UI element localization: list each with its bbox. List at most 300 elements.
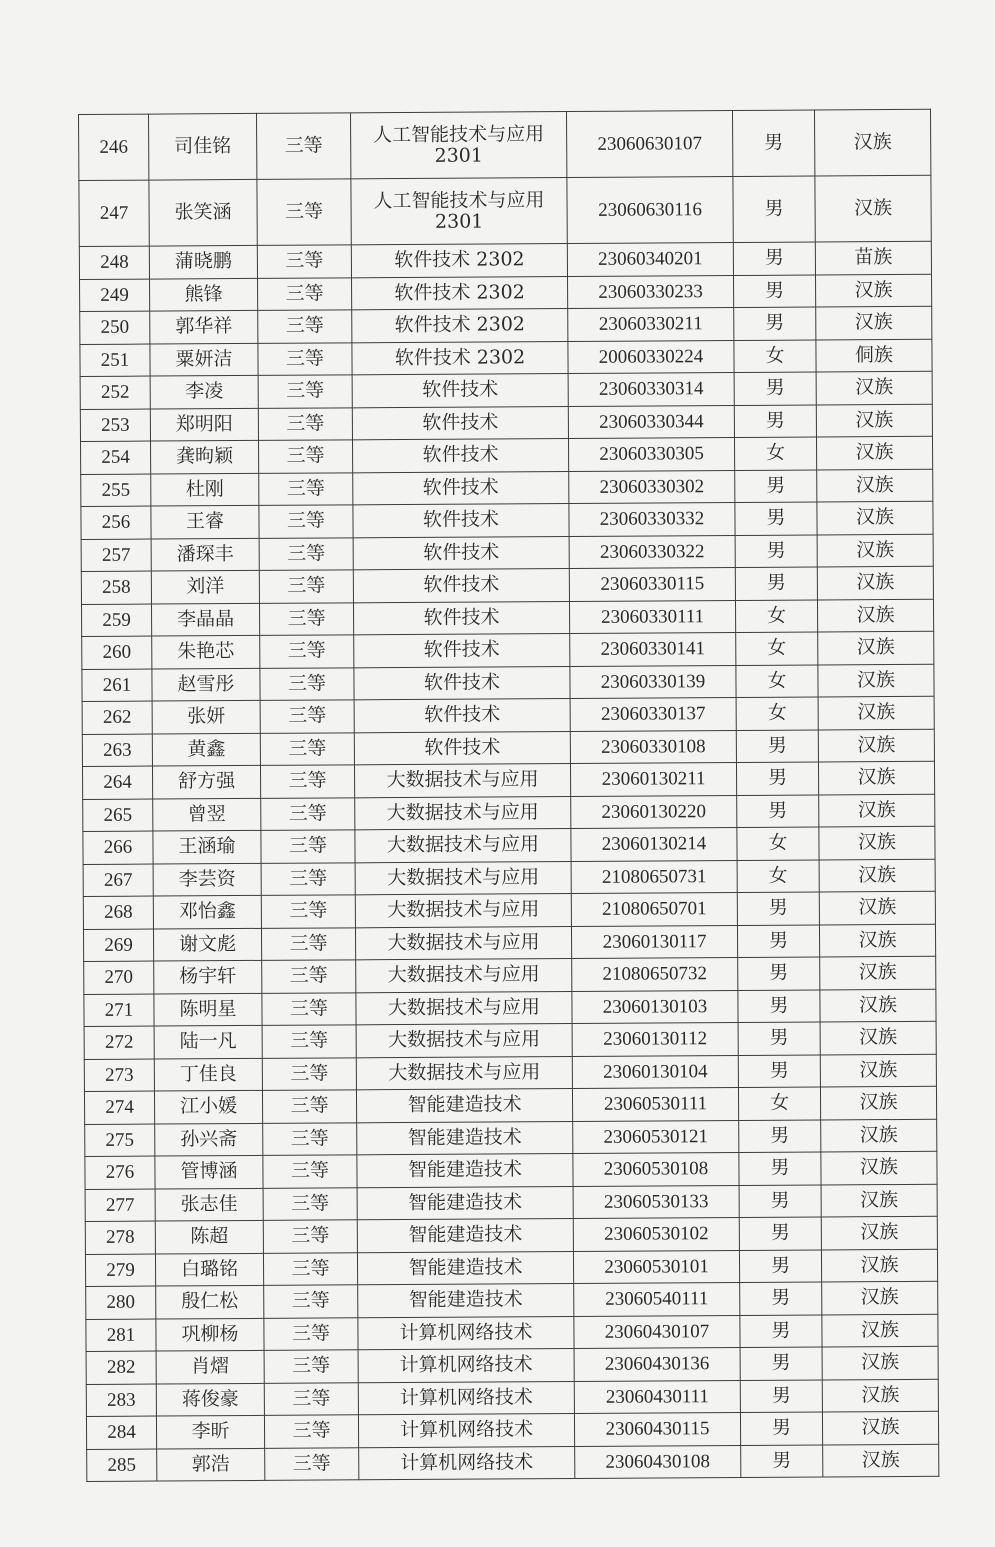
table-row [83,891,935,929]
gender-cell: 男 [738,1022,820,1055]
ethnicity-cell: 汉族 [817,501,933,534]
student-name-cell: 谢文彪 [153,928,261,961]
award-grade-cell: 三等 [256,113,350,180]
class-name-cell: 大数据技术与应用 [356,991,572,1025]
ethnicity-cell: 汉族 [816,306,932,339]
student-name-cell: 李芸资 [153,863,261,896]
student-name-cell: 黄鑫 [152,733,260,766]
class-name-cell: 软件技术 [353,601,569,635]
class-name-cell: 智能建造技术 [356,1088,572,1122]
student-id-cell: 21080650701 [571,892,737,926]
student-name-cell: 刘洋 [151,570,259,603]
award-grade-cell: 三等 [264,1285,358,1318]
student-id-cell: 21080650732 [572,957,738,991]
gender-cell: 男 [736,762,818,795]
class-name-cell: 软件技术 [354,666,570,700]
table-row [84,956,936,994]
ethnicity-cell: 汉族 [822,1281,938,1314]
class-name-cell: 软件技术 [352,374,568,408]
gender-cell: 男 [739,1184,821,1217]
student-id-cell: 23060330139 [570,665,736,699]
student-name-cell: 龚昫颖 [150,440,258,473]
row-number-cell: 255 [81,474,151,507]
row-number-cell: 284 [86,1416,156,1449]
row-number-cell: 280 [86,1286,156,1319]
ethnicity-cell: 汉族 [818,761,934,794]
student-name-cell: 陆一凡 [154,1025,262,1058]
class-name-cell: 大数据技术与应用 [356,1056,572,1090]
table-body [79,109,939,1481]
gender-cell: 男 [741,1444,823,1477]
award-grade-cell: 三等 [260,732,354,765]
table-row [87,1444,939,1482]
table-row [80,404,932,442]
student-id-cell: 23060130220 [571,795,737,829]
class-name-cell: 软件技术 [354,699,570,733]
ethnicity-cell: 汉族 [816,436,932,469]
gender-cell: 男 [740,1347,822,1380]
ethnicity-cell: 汉族 [816,404,932,437]
class-name-cell: 软件技术 [353,504,569,538]
table-row [81,566,933,604]
table-row [84,1021,936,1059]
ethnicity-cell: 汉族 [818,696,934,729]
row-number-cell: 261 [82,669,152,702]
award-grade-cell: 三等 [259,570,353,603]
student-name-cell: 郑明阳 [150,408,258,441]
class-name-cell: 大数据技术与应用 [354,764,570,798]
student-name-cell: 管博涵 [155,1155,263,1188]
award-grade-cell: 三等 [258,277,352,310]
table-row [80,306,932,344]
class-name-cell: 智能建造技术 [357,1186,573,1220]
row-number-cell: 275 [85,1124,155,1157]
student-id-cell: 23060130103 [572,990,738,1024]
ethnicity-cell: 汉族 [821,1216,937,1249]
table-row [84,1086,936,1124]
class-name-cell: 计算机网络技术 [358,1348,574,1382]
ethnicity-cell: 汉族 [821,1184,937,1217]
table-row [81,469,933,507]
row-number-cell: 259 [81,604,151,637]
ethnicity-cell: 汉族 [820,989,936,1022]
student-id-cell: 23060330322 [569,535,735,569]
gender-cell: 男 [735,469,817,502]
student-name-cell: 杨宇轩 [154,960,262,993]
gender-cell: 男 [734,372,816,405]
award-grade-cell: 三等 [260,765,354,798]
student-name-cell: 蒲晓鹏 [149,245,257,278]
award-grade-cell: 三等 [259,602,353,635]
gender-cell: 男 [740,1379,822,1412]
class-name-cell: 软件技术 [353,569,569,603]
table-row [79,241,931,279]
student-id-cell: 23060330332 [569,502,735,536]
award-grade-cell: 三等 [260,635,354,668]
award-grade-cell: 三等 [258,342,352,375]
table-row [85,1151,937,1189]
gender-cell: 男 [737,924,819,957]
gender-cell: 男 [735,567,817,600]
student-id-cell: 23060430107 [574,1315,740,1349]
table-row [84,989,936,1027]
student-id-cell: 23060330302 [569,470,735,504]
award-grade-cell: 三等 [261,797,355,830]
table-row [85,1119,937,1157]
award-grade-cell: 三等 [263,1220,357,1253]
student-id-cell: 23060430136 [574,1347,740,1381]
student-id-cell: 23060130211 [570,762,736,796]
table-row [79,175,931,246]
table-row [81,436,933,474]
award-grade-cell: 三等 [260,667,354,700]
row-number-cell: 277 [85,1189,155,1222]
ethnicity-cell: 汉族 [819,924,935,957]
table-row [80,371,932,409]
gender-cell: 男 [733,274,815,307]
award-grade-cell: 三等 [263,1122,357,1155]
ethnicity-cell: 汉族 [822,1411,938,1444]
gender-cell: 男 [734,307,816,340]
class-name-cell: 大数据技术与应用 [355,926,571,960]
student-id-cell: 23060530111 [572,1087,738,1121]
class-name-cell: 大数据技术与应用 [355,861,571,895]
class-name-cell: 人工智能技术与应用2301 [350,112,566,179]
student-name-cell: 张妍 [152,700,260,733]
class-name-cell: 大数据技术与应用 [355,894,571,928]
row-number-cell: 262 [82,701,152,734]
class-name-cell: 智能建造技术 [358,1283,574,1317]
student-name-cell: 王睿 [151,505,259,538]
class-name-cell: 计算机网络技术 [358,1316,574,1350]
student-name-cell: 陈明星 [154,993,262,1026]
award-grade-cell: 三等 [259,505,353,538]
row-number-cell: 260 [82,636,152,669]
table-row [86,1379,938,1417]
gender-cell: 男 [734,404,816,437]
row-number-cell: 256 [81,506,151,539]
row-number-cell: 251 [80,344,150,377]
ethnicity-cell: 汉族 [822,1379,938,1412]
class-name-cell: 大数据技术与应用 [355,829,571,863]
class-name-cell: 软件技术 2302 [352,309,568,343]
ethnicity-cell: 汉族 [822,1314,938,1347]
gender-cell: 男 [736,729,818,762]
ethnicity-cell: 汉族 [818,631,934,664]
table-row [85,1249,937,1287]
row-number-cell: 279 [85,1254,155,1287]
student-id-cell: 23060330344 [568,405,734,439]
class-name-cell: 智能建造技术 [357,1218,573,1252]
award-grade-cell: 三等 [261,927,355,960]
student-id-cell: 23060130117 [571,925,737,959]
student-name-cell: 巩柳杨 [156,1318,264,1351]
gender-cell: 男 [739,1217,821,1250]
gender-cell: 男 [740,1314,822,1347]
row-number-cell: 258 [81,571,151,604]
ethnicity-cell: 汉族 [819,859,935,892]
class-name-cell: 人工智能技术与应用2301 [351,178,567,245]
student-id-cell: 23060430108 [575,1445,741,1479]
class-name-cell: 计算机网络技术 [358,1413,574,1447]
table-row [86,1281,938,1319]
row-number-cell: 254 [81,441,151,474]
ethnicity-cell: 汉族 [815,175,931,242]
ethnicity-cell: 汉族 [817,469,933,502]
gender-cell: 女 [736,697,818,730]
gender-cell: 男 [733,242,815,275]
student-id-cell: 23060330141 [570,632,736,666]
award-grade-cell: 三等 [262,1025,356,1058]
class-name-cell: 软件技术 [352,406,568,440]
student-name-cell: 肖熠 [156,1350,264,1383]
table-row [86,1411,938,1449]
student-id-cell: 21080650731 [571,860,737,894]
student-name-cell: 殷仁松 [156,1285,264,1318]
student-id-cell: 23060530133 [573,1185,739,1219]
student-name-cell: 蒋俊豪 [156,1383,264,1416]
student-name-cell: 杜刚 [151,473,259,506]
student-name-cell: 司佳铭 [149,113,257,180]
student-id-cell: 23060630107 [566,111,732,178]
ethnicity-cell: 汉族 [820,1021,936,1054]
ethnicity-cell: 汉族 [819,826,935,859]
award-grade-cell: 三等 [262,992,356,1025]
ethnicity-cell: 侗族 [816,339,932,372]
row-number-cell: 272 [84,1026,154,1059]
student-id-cell: 23060330314 [568,372,734,406]
roster-sheet [78,114,930,1482]
row-number-cell: 266 [83,831,153,864]
ethnicity-cell: 汉族 [820,956,936,989]
student-id-cell: 23060530102 [573,1217,739,1251]
row-number-cell: 250 [80,311,150,344]
award-grade-cell: 三等 [258,310,352,343]
row-number-cell: 282 [86,1351,156,1384]
row-number-cell: 257 [81,539,151,572]
table-row [85,1216,937,1254]
student-id-cell: 23060330305 [568,437,734,471]
row-number-cell: 249 [80,279,150,312]
gender-cell: 男 [733,176,815,242]
class-name-cell: 软件技术 [352,439,568,473]
ethnicity-cell: 汉族 [819,794,935,827]
student-id-cell: 23060330211 [568,307,734,341]
row-number-cell: 278 [85,1221,155,1254]
award-grade-cell: 三等 [257,245,351,278]
award-grade-cell: 三等 [264,1382,358,1415]
table-row [82,761,934,799]
row-number-cell: 253 [80,409,150,442]
student-name-cell: 赵雪彤 [152,668,260,701]
table-row [82,729,934,767]
table-row [81,534,933,572]
award-grade-cell: 三等 [265,1447,359,1480]
gender-cell: 男 [740,1282,822,1315]
student-name-cell: 舒方强 [152,765,260,798]
ethnicity-cell: 汉族 [821,1151,937,1184]
gender-cell: 男 [732,110,814,176]
class-name-cell: 软件技术 2302 [351,244,567,278]
student-name-cell: 粟妍洁 [150,343,258,376]
gender-cell: 男 [740,1412,822,1445]
gender-cell: 男 [738,957,820,990]
student-id-cell: 23060130214 [571,827,737,861]
row-number-cell: 265 [83,799,153,832]
student-name-cell: 曾翌 [153,798,261,831]
row-number-cell: 270 [84,961,154,994]
student-name-cell: 邓怡鑫 [153,895,261,928]
gender-cell: 男 [737,892,819,925]
student-name-cell: 郭浩 [157,1448,265,1481]
award-grade-cell: 三等 [259,537,353,570]
class-name-cell: 计算机网络技术 [359,1446,575,1480]
ethnicity-cell: 汉族 [819,891,935,924]
gender-cell: 男 [735,534,817,567]
student-name-cell: 张笑涵 [149,179,257,246]
ethnicity-cell: 汉族 [818,729,934,762]
student-name-cell: 丁佳良 [154,1058,262,1091]
student-id-cell: 23060530108 [573,1152,739,1186]
award-grade-cell: 三等 [261,862,355,895]
class-name-cell: 大数据技术与应用 [355,796,571,830]
table-row [83,794,935,832]
gender-cell: 女 [737,859,819,892]
student-id-cell: 23060330108 [570,730,736,764]
student-id-cell: 20060330224 [568,340,734,374]
class-name-cell: 软件技术 [353,536,569,570]
row-number-cell: 248 [79,246,149,279]
gender-cell: 女 [735,599,817,632]
award-grade-cell: 三等 [260,700,354,733]
class-name-cell: 智能建造技术 [357,1153,573,1187]
student-name-cell: 李晶晶 [151,603,259,636]
gender-cell: 男 [735,502,817,535]
table-row [86,1314,938,1352]
row-number-cell: 273 [84,1059,154,1092]
award-grade-cell: 三等 [264,1415,358,1448]
class-name-cell: 软件技术 2302 [352,341,568,375]
row-number-cell: 276 [85,1156,155,1189]
student-id-cell: 23060430115 [574,1412,740,1446]
award-grade-cell: 三等 [263,1155,357,1188]
student-id-cell: 23060330233 [567,275,733,309]
award-grade-cell: 三等 [258,440,352,473]
award-grade-cell: 三等 [261,895,355,928]
award-grade-cell: 三等 [263,1252,357,1285]
class-name-cell: 软件技术 [353,471,569,505]
student-id-cell: 23060340201 [567,242,733,276]
gender-cell: 女 [734,339,816,372]
award-grade-cell: 三等 [257,179,351,246]
row-number-cell: 281 [86,1319,156,1352]
table-row [80,339,932,377]
class-name-cell: 大数据技术与应用 [356,959,572,993]
student-name-cell: 朱艳芯 [152,635,260,668]
student-name-cell: 熊锋 [150,278,258,311]
gender-cell: 女 [737,827,819,860]
award-grade-cell: 三等 [258,407,352,440]
row-number-cell: 274 [84,1091,154,1124]
class-name-cell: 软件技术 [354,731,570,765]
row-number-cell: 263 [82,734,152,767]
gender-cell: 男 [739,1152,821,1185]
ethnicity-cell: 汉族 [820,1086,936,1119]
award-grade-cell: 三等 [261,830,355,863]
award-roster-table [78,109,939,1482]
student-name-cell: 王涵瑜 [153,830,261,863]
ethnicity-cell: 汉族 [817,534,933,567]
table-row [85,1184,937,1222]
table-row [84,1054,936,1092]
student-name-cell: 李凌 [150,375,258,408]
student-name-cell: 白璐铭 [155,1253,263,1286]
class-name-cell: 计算机网络技术 [358,1381,574,1415]
gender-cell: 男 [738,1054,820,1087]
row-number-cell: 271 [84,994,154,1027]
ethnicity-cell: 汉族 [822,1346,938,1379]
table-row [79,109,931,180]
ethnicity-cell: 汉族 [823,1444,939,1477]
student-name-cell: 江小媛 [154,1090,262,1123]
award-grade-cell: 三等 [264,1350,358,1383]
gender-cell: 女 [738,1087,820,1120]
student-id-cell: 23060630116 [567,177,733,244]
award-grade-cell: 三等 [262,1057,356,1090]
student-name-cell: 陈超 [155,1220,263,1253]
ethnicity-cell: 汉族 [817,566,933,599]
student-name-cell: 张志佳 [155,1188,263,1221]
ethnicity-cell: 汉族 [817,599,933,632]
student-id-cell: 23060130112 [572,1022,738,1056]
ethnicity-cell: 汉族 [821,1119,937,1152]
gender-cell: 女 [736,632,818,665]
student-name-cell: 李昕 [156,1415,264,1448]
table-row [83,826,935,864]
ethnicity-cell: 汉族 [816,371,932,404]
row-number-cell: 264 [82,766,152,799]
row-number-cell: 252 [80,376,150,409]
row-number-cell: 246 [79,114,149,180]
class-name-cell: 软件技术 2302 [352,276,568,310]
ethnicity-cell: 苗族 [815,241,931,274]
award-grade-cell: 三等 [259,472,353,505]
row-number-cell: 267 [83,864,153,897]
table-row [83,859,935,897]
gender-cell: 女 [736,664,818,697]
class-name-cell: 软件技术 [354,634,570,668]
student-id-cell: 23060330115 [569,567,735,601]
ethnicity-cell: 汉族 [820,1054,936,1087]
student-id-cell: 23060130104 [572,1055,738,1089]
gender-cell: 男 [737,794,819,827]
gender-cell: 男 [739,1249,821,1282]
gender-cell: 女 [734,437,816,470]
award-grade-cell: 三等 [262,1090,356,1123]
class-name-cell: 智能建造技术 [357,1251,573,1285]
student-id-cell: 23060330137 [570,697,736,731]
award-grade-cell: 三等 [262,960,356,993]
class-name-cell: 智能建造技术 [357,1121,573,1155]
table-row [81,501,933,539]
student-id-cell: 23060530101 [573,1250,739,1284]
class-name-cell: 大数据技术与应用 [356,1023,572,1057]
student-id-cell: 23060540111 [574,1282,740,1316]
table-row [83,924,935,962]
table-row [80,274,932,312]
table-row [86,1346,938,1384]
ethnicity-cell: 汉族 [815,274,931,307]
